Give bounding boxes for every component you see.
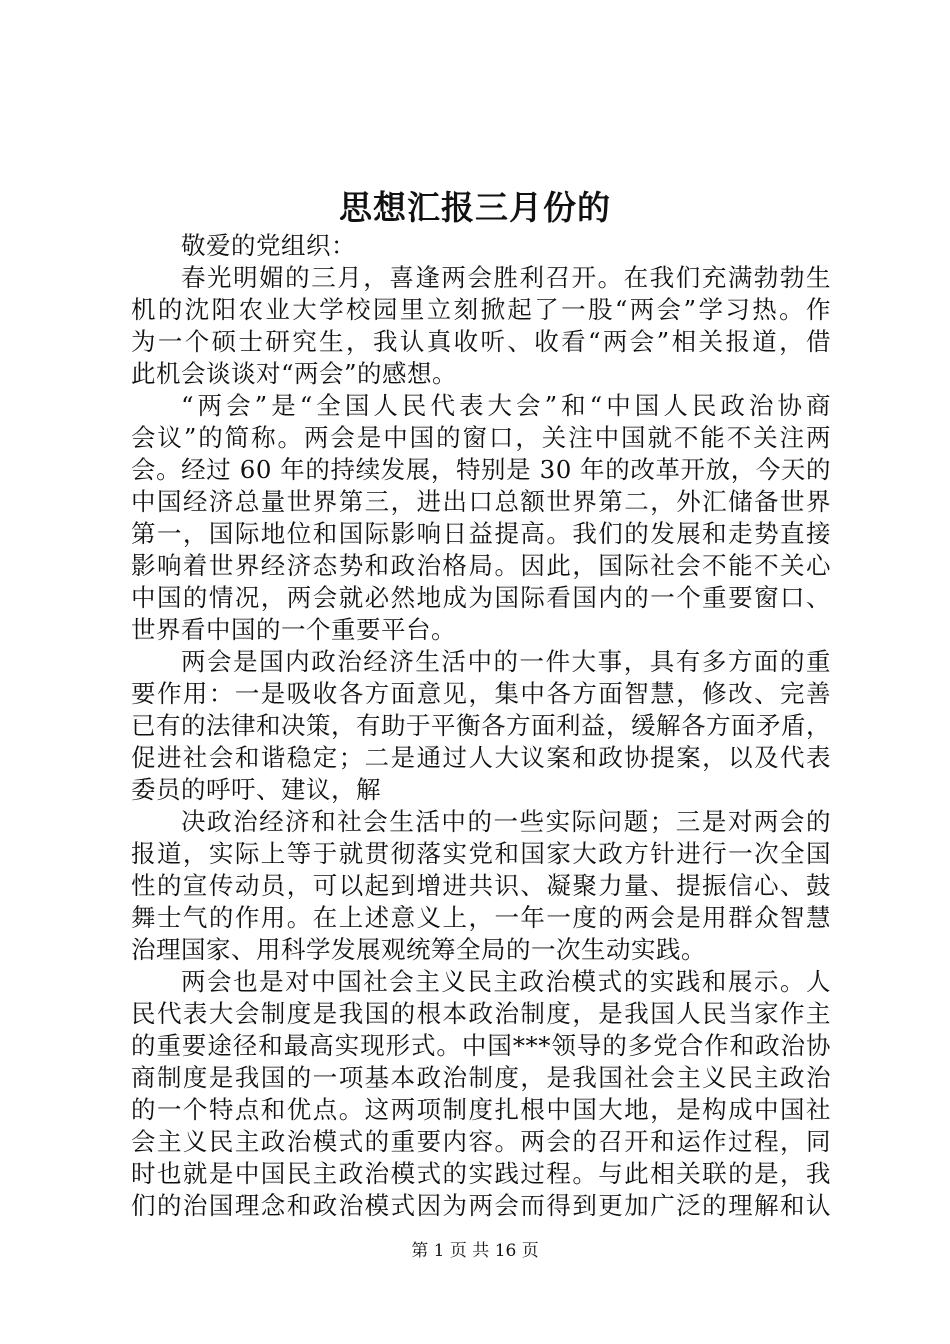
paragraph-text: 民代表大会制度是我国的根本政治制度，是我国人民当家作主 <box>131 999 831 1028</box>
paragraph-line <box>131 646 831 678</box>
paragraph-line <box>131 1062 831 1094</box>
salutation-text: 敬爱的党组织： <box>181 231 356 260</box>
paragraph-line <box>131 742 831 774</box>
paragraph-line <box>131 1158 831 1190</box>
paragraph-text: 的一个特点和优点。这两项制度扎根中国大地，是构成中国社 <box>131 1095 831 1124</box>
paragraph-line <box>131 998 831 1030</box>
paragraph-text: 治理国家、用科学发展观统筹全局的一次生动实践。 <box>131 935 706 964</box>
paragraph-text: 会主义民主政治模式的重要内容。两会的召开和运作过程，同 <box>131 1127 831 1156</box>
paragraph-line <box>131 454 831 486</box>
paragraph-line <box>131 1190 831 1222</box>
paragraph-line <box>131 486 831 518</box>
paragraph-text: 春光明媚的三月，喜逢两会胜利召开。在我们充满勃勃生 <box>181 263 831 292</box>
paragraph-text: 第一，国际地位和国际影响日益提高。我们的发展和走势直接 <box>131 519 831 548</box>
paragraph-line <box>131 1126 831 1158</box>
salutation-line <box>131 230 831 262</box>
paragraph-line <box>131 550 831 582</box>
paragraph-line <box>131 806 831 838</box>
paragraph-text: 已有的法律和决策，有助于平衡各方面利益，缓解各方面矛盾， <box>131 711 831 740</box>
paragraph-text: 们的治国理念和政治模式因为两会而得到更加广泛的理解和认 <box>131 1191 831 1220</box>
paragraph-text: 时也就是中国民主政治模式的实践过程。与此相关联的是，我 <box>131 1159 831 1188</box>
paragraph-line <box>131 870 831 902</box>
paragraph-text: 此机会谈谈对“两会”的感想。 <box>131 359 458 388</box>
paragraph-line <box>131 902 831 934</box>
paragraph-text: 两会是国内政治经济生活中的一件大事，具有多方面的重 <box>181 647 831 676</box>
paragraph-text: 影响着世界经济态势和政治格局。因此，国际社会不能不关心 <box>131 551 831 580</box>
paragraph-line <box>131 326 831 358</box>
paragraph-text: 商制度是我国的一项基本政治制度，是我国社会主义民主政治 <box>131 1063 831 1092</box>
paragraph-text: 决政治经济和社会生活中的一些实际问题；三是对两会的 <box>181 807 831 836</box>
paragraph-line <box>131 678 831 710</box>
paragraph-text: “两会”是“全国人民代表大会”和“中国人民政治协商 <box>181 391 831 420</box>
paragraph-text: 促进社会和谐稳定；二是通过人大议案和政协提案，以及代表 <box>131 743 831 772</box>
paragraph-text: 报道，实际上等于就贯彻落实党和国家大政方针进行一次全国 <box>131 839 831 868</box>
paragraph-line <box>131 710 831 742</box>
paragraph-line <box>131 582 831 614</box>
page-number-footer: 第 1 页 共 16 页 <box>411 1241 539 1261</box>
paragraph-line <box>131 262 831 294</box>
paragraph-text: 中国经济总量世界第三，进出口总额世界第二，外汇储备世界 <box>131 487 831 516</box>
paragraph-line <box>131 966 831 998</box>
paragraph-line <box>131 294 831 326</box>
paragraph-text: 世界看中国的一个重要平台。 <box>131 615 456 644</box>
paragraph-line <box>131 518 831 550</box>
paragraph-line <box>131 1030 831 1062</box>
paragraph-line <box>131 934 831 966</box>
paragraph-line <box>131 422 831 454</box>
paragraph-line <box>131 1094 831 1126</box>
document-title: 思想汇报三月份的 <box>339 188 611 227</box>
paragraph-line <box>131 390 831 422</box>
paragraph-text: 两会也是对中国社会主义民主政治模式的实践和展示。人 <box>181 967 831 996</box>
paragraph-text: 为一个硕士研究生，我认真收听、收看“两会”相关报道，借 <box>131 327 831 356</box>
paragraph-line <box>131 614 831 646</box>
paragraph-text: 机的沈阳农业大学校园里立刻掀起了一股“两会”学习热。作 <box>131 295 831 324</box>
paragraph-text: 舞士气的作用。在上述意义上，一年一度的两会是用群众智慧 <box>131 903 831 932</box>
paragraph-line <box>131 358 831 390</box>
document-body <box>131 230 831 1222</box>
paragraph-text: 的重要途径和最高实现形式。中国***领导的多党合作和政治协 <box>131 1031 831 1060</box>
paragraph-line <box>131 774 831 806</box>
paragraph-text: 会议”的简称。两会是中国的窗口，关注中国就不能不关注两 <box>131 423 831 452</box>
paragraph-text: 性的宣传动员，可以起到增进共识、凝聚力量、提振信心、鼓 <box>131 871 831 900</box>
paragraph-text: 委员的呼吁、建议，解 <box>131 775 381 804</box>
paragraph-text: 中国的情况，两会就必然地成为国际看国内的一个重要窗口、 <box>131 583 831 612</box>
paragraph-text: 要作用：一是吸收各方面意见，集中各方面智慧，修改、完善 <box>131 679 831 708</box>
paragraph-text: 会。经过 60 年的持续发展，特别是 30 年的改革开放，今天的 <box>131 455 831 484</box>
paragraph-line <box>131 838 831 870</box>
